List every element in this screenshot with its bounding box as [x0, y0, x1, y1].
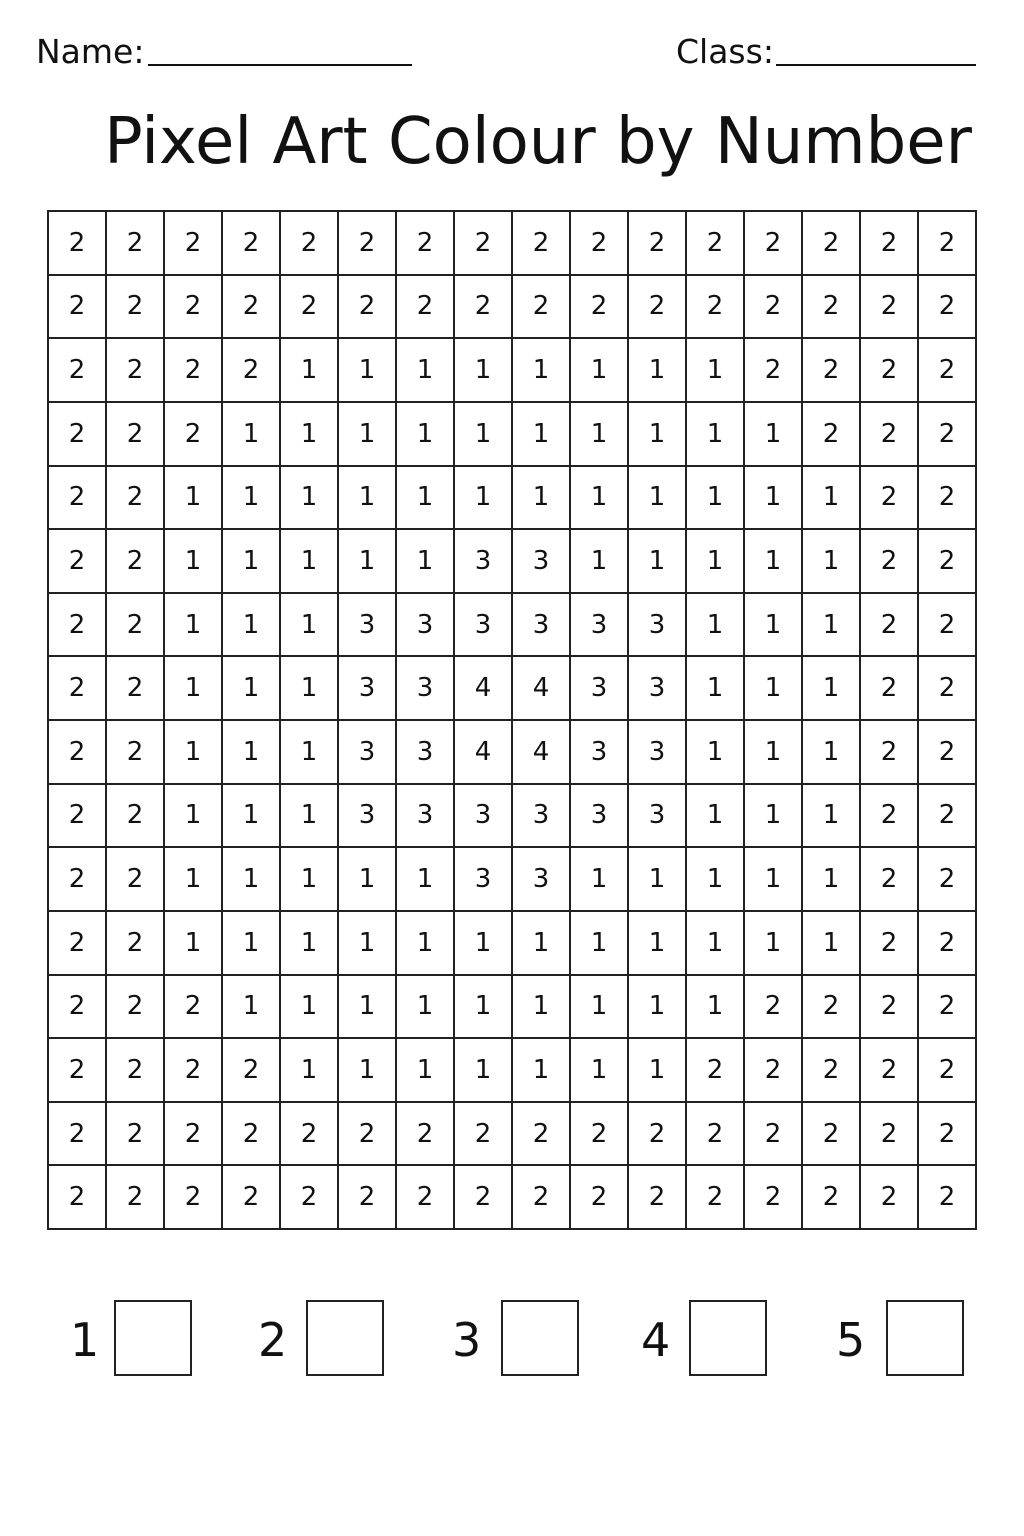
grid-cell[interactable]: 1	[629, 1039, 687, 1103]
grid-cell[interactable]: 2	[513, 1103, 571, 1167]
grid-cell[interactable]: 2	[861, 1103, 919, 1167]
grid-cell[interactable]: 1	[223, 848, 281, 912]
grid-cell[interactable]: 2	[861, 912, 919, 976]
grid-cell[interactable]: 2	[687, 276, 745, 340]
grid-cell[interactable]: 1	[223, 721, 281, 785]
grid-cell[interactable]: 2	[397, 1166, 455, 1230]
grid-cell[interactable]: 2	[49, 657, 107, 721]
grid-cell[interactable]: 1	[223, 912, 281, 976]
grid-cell[interactable]: 1	[223, 594, 281, 658]
grid-cell[interactable]: 1	[745, 403, 803, 467]
grid-cell[interactable]: 1	[745, 785, 803, 849]
grid-cell[interactable]: 2	[513, 276, 571, 340]
grid-cell[interactable]: 2	[571, 1166, 629, 1230]
grid-cell[interactable]: 2	[919, 976, 977, 1040]
grid-cell[interactable]: 2	[107, 403, 165, 467]
grid-cell[interactable]: 2	[107, 339, 165, 403]
grid-cell[interactable]: 2	[571, 212, 629, 276]
grid-cell[interactable]: 3	[513, 848, 571, 912]
grid-cell[interactable]: 2	[165, 1103, 223, 1167]
grid-cell[interactable]: 2	[49, 339, 107, 403]
grid-cell[interactable]: 4	[513, 657, 571, 721]
grid-cell[interactable]: 3	[513, 530, 571, 594]
grid-cell[interactable]: 1	[339, 848, 397, 912]
grid-cell[interactable]: 2	[223, 1039, 281, 1103]
grid-cell[interactable]: 2	[455, 276, 513, 340]
grid-cell[interactable]: 1	[745, 467, 803, 531]
grid-cell[interactable]: 1	[687, 403, 745, 467]
grid-cell[interactable]: 1	[745, 721, 803, 785]
grid-cell[interactable]: 1	[339, 339, 397, 403]
grid-cell[interactable]: 3	[397, 657, 455, 721]
grid-cell[interactable]: 2	[919, 1103, 977, 1167]
grid-cell[interactable]: 3	[455, 848, 513, 912]
grid-cell[interactable]: 1	[571, 467, 629, 531]
grid-cell[interactable]: 3	[513, 594, 571, 658]
grid-cell[interactable]: 2	[629, 1103, 687, 1167]
grid-cell[interactable]: 3	[339, 721, 397, 785]
grid-cell[interactable]: 3	[397, 594, 455, 658]
grid-cell[interactable]: 1	[281, 976, 339, 1040]
grid-cell[interactable]: 1	[629, 530, 687, 594]
grid-cell[interactable]: 1	[803, 594, 861, 658]
grid-cell[interactable]: 1	[397, 1039, 455, 1103]
grid-cell[interactable]: 3	[455, 785, 513, 849]
grid-cell[interactable]: 1	[687, 848, 745, 912]
grid-cell[interactable]: 1	[571, 976, 629, 1040]
grid-cell[interactable]: 2	[861, 848, 919, 912]
grid-cell[interactable]: 2	[165, 339, 223, 403]
grid-cell[interactable]: 3	[629, 657, 687, 721]
grid-cell[interactable]: 2	[107, 212, 165, 276]
grid-cell[interactable]: 2	[745, 276, 803, 340]
grid-cell[interactable]: 2	[919, 212, 977, 276]
grid-cell[interactable]: 1	[687, 339, 745, 403]
grid-cell[interactable]: 2	[49, 403, 107, 467]
grid-cell[interactable]: 2	[803, 339, 861, 403]
grid-cell[interactable]: 1	[455, 1039, 513, 1103]
grid-cell[interactable]: 2	[49, 1039, 107, 1103]
grid-cell[interactable]: 3	[629, 785, 687, 849]
grid-cell[interactable]: 2	[107, 1103, 165, 1167]
grid-cell[interactable]: 1	[803, 657, 861, 721]
grid-cell[interactable]: 1	[571, 339, 629, 403]
grid-cell[interactable]: 3	[455, 594, 513, 658]
grid-cell[interactable]: 1	[281, 339, 339, 403]
grid-cell[interactable]: 2	[861, 339, 919, 403]
key-number-5: 5	[836, 1313, 866, 1367]
grid-cell[interactable]: 1	[223, 403, 281, 467]
grid-cell[interactable]: 1	[339, 403, 397, 467]
grid-cell[interactable]: 2	[919, 276, 977, 340]
key-colour-box-2[interactable]	[306, 1300, 384, 1376]
grid-cell[interactable]: 1	[687, 594, 745, 658]
grid-cell[interactable]: 2	[281, 212, 339, 276]
grid-cell[interactable]: 1	[281, 912, 339, 976]
grid-cell[interactable]: 2	[861, 212, 919, 276]
grid-cell[interactable]: 2	[919, 785, 977, 849]
grid-cell[interactable]: 2	[919, 912, 977, 976]
grid-cell[interactable]: 2	[223, 212, 281, 276]
grid-cell[interactable]: 1	[339, 1039, 397, 1103]
grid-cell[interactable]: 1	[745, 848, 803, 912]
grid-cell[interactable]: 1	[687, 721, 745, 785]
grid-cell[interactable]: 2	[919, 339, 977, 403]
grid-cell[interactable]: 2	[803, 1166, 861, 1230]
grid-cell[interactable]: 1	[803, 912, 861, 976]
grid-cell[interactable]: 2	[165, 212, 223, 276]
grid-cell[interactable]: 2	[397, 276, 455, 340]
grid-cell[interactable]: 1	[571, 1039, 629, 1103]
grid-cell[interactable]: 2	[687, 1103, 745, 1167]
grid-cell[interactable]: 2	[745, 976, 803, 1040]
grid-cell[interactable]: 2	[861, 530, 919, 594]
grid-cell[interactable]: 3	[397, 785, 455, 849]
grid-cell[interactable]: 2	[571, 1103, 629, 1167]
grid-cell[interactable]: 1	[281, 1039, 339, 1103]
grid-cell[interactable]: 1	[223, 785, 281, 849]
grid-cell[interactable]: 2	[49, 848, 107, 912]
grid-cell[interactable]: 1	[339, 530, 397, 594]
grid-cell[interactable]: 1	[339, 467, 397, 531]
grid-cell[interactable]: 3	[571, 657, 629, 721]
grid-cell[interactable]: 1	[455, 339, 513, 403]
grid-cell[interactable]: 2	[455, 1166, 513, 1230]
class-label: Class:	[676, 32, 774, 71]
grid-cell[interactable]: 1	[397, 976, 455, 1040]
grid-cell[interactable]: 2	[49, 785, 107, 849]
grid-cell[interactable]: 2	[919, 1039, 977, 1103]
grid-cell[interactable]: 2	[629, 212, 687, 276]
grid-cell[interactable]: 2	[861, 657, 919, 721]
grid-cell[interactable]: 1	[281, 721, 339, 785]
grid-cell[interactable]: 1	[513, 403, 571, 467]
grid-cell[interactable]: 2	[687, 1166, 745, 1230]
grid-cell[interactable]: 1	[803, 721, 861, 785]
key-colour-box-5[interactable]	[886, 1300, 964, 1376]
grid-cell[interactable]: 2	[107, 467, 165, 531]
grid-cell[interactable]: 2	[745, 1103, 803, 1167]
grid-cell[interactable]: 3	[339, 785, 397, 849]
grid-cell[interactable]: 2	[919, 848, 977, 912]
grid-cell[interactable]: 2	[107, 530, 165, 594]
grid-cell[interactable]: 2	[107, 1039, 165, 1103]
grid-cell[interactable]: 2	[687, 212, 745, 276]
grid-cell[interactable]: 1	[223, 530, 281, 594]
grid-cell[interactable]: 2	[861, 594, 919, 658]
grid-cell[interactable]: 1	[513, 467, 571, 531]
grid-cell[interactable]: 1	[571, 848, 629, 912]
grid-cell[interactable]: 2	[513, 1166, 571, 1230]
grid-cell[interactable]: 1	[455, 467, 513, 531]
grid-cell[interactable]: 1	[165, 657, 223, 721]
grid-cell[interactable]: 1	[165, 467, 223, 531]
grid-cell[interactable]: 2	[223, 1166, 281, 1230]
key-number-2: 2	[258, 1313, 288, 1367]
grid-cell[interactable]: 2	[223, 1103, 281, 1167]
grid-cell[interactable]: 1	[803, 848, 861, 912]
grid-cell[interactable]: 4	[513, 721, 571, 785]
grid-cell[interactable]: 1	[803, 467, 861, 531]
grid-cell[interactable]: 2	[107, 848, 165, 912]
page-title: Pixel Art Colour by Number	[104, 105, 972, 179]
grid-cell[interactable]: 2	[107, 785, 165, 849]
grid-cell[interactable]: 1	[687, 976, 745, 1040]
grid-cell[interactable]: 1	[397, 467, 455, 531]
grid-cell[interactable]: 3	[339, 594, 397, 658]
grid-cell[interactable]: 1	[397, 912, 455, 976]
grid-cell[interactable]: 2	[919, 1166, 977, 1230]
grid-cell[interactable]: 1	[165, 721, 223, 785]
grid-cell[interactable]: 1	[745, 657, 803, 721]
grid-cell[interactable]: 2	[281, 1166, 339, 1230]
name-label: Name:	[36, 32, 145, 71]
grid-cell[interactable]: 4	[455, 657, 513, 721]
grid-cell[interactable]: 4	[455, 721, 513, 785]
grid-cell[interactable]: 2	[745, 339, 803, 403]
grid-cell[interactable]: 2	[49, 594, 107, 658]
grid-cell[interactable]: 2	[49, 721, 107, 785]
grid-cell[interactable]: 1	[165, 594, 223, 658]
grid-cell[interactable]: 1	[687, 912, 745, 976]
grid-cell[interactable]: 1	[223, 467, 281, 531]
grid-cell[interactable]: 2	[223, 276, 281, 340]
grid-cell[interactable]: 1	[165, 785, 223, 849]
grid-cell[interactable]: 2	[107, 721, 165, 785]
colour-grid	[47, 210, 977, 1230]
grid-cell[interactable]: 2	[919, 530, 977, 594]
grid-cell[interactable]: 2	[861, 403, 919, 467]
grid-cell[interactable]: 1	[455, 403, 513, 467]
grid-cell[interactable]: 2	[861, 276, 919, 340]
grid-cell[interactable]: 2	[919, 721, 977, 785]
grid-cell[interactable]: 2	[861, 785, 919, 849]
grid-cell[interactable]: 3	[571, 594, 629, 658]
grid-cell[interactable]: 1	[513, 976, 571, 1040]
grid-cell[interactable]: 1	[513, 1039, 571, 1103]
grid-cell[interactable]: 1	[281, 403, 339, 467]
grid-cell[interactable]: 1	[745, 594, 803, 658]
grid-cell[interactable]: 2	[49, 1103, 107, 1167]
grid-cell[interactable]: 2	[339, 212, 397, 276]
grid-cell[interactable]: 2	[861, 467, 919, 531]
grid-cell[interactable]: 2	[165, 403, 223, 467]
grid-cell[interactable]: 2	[919, 403, 977, 467]
grid-cell[interactable]: 1	[513, 912, 571, 976]
grid-cell[interactable]: 2	[803, 1039, 861, 1103]
grid-cell[interactable]: 3	[397, 721, 455, 785]
grid-cell[interactable]: 2	[49, 467, 107, 531]
grid-cell[interactable]: 1	[571, 912, 629, 976]
grid-cell[interactable]: 1	[629, 848, 687, 912]
grid-cell[interactable]: 2	[223, 339, 281, 403]
key-number-1: 1	[70, 1313, 100, 1367]
grid-cell[interactable]: 1	[281, 657, 339, 721]
name-field[interactable]	[148, 64, 412, 66]
grid-cell[interactable]: 1	[165, 848, 223, 912]
grid-cell[interactable]: 2	[803, 212, 861, 276]
grid-cell[interactable]: 3	[571, 721, 629, 785]
grid-cell[interactable]: 2	[629, 276, 687, 340]
grid-cell[interactable]: 1	[687, 785, 745, 849]
key-colour-box-1[interactable]	[114, 1300, 192, 1376]
grid-cell[interactable]: 1	[165, 912, 223, 976]
grid-cell[interactable]: 3	[455, 530, 513, 594]
grid-cell[interactable]: 2	[49, 912, 107, 976]
grid-cell[interactable]: 1	[687, 467, 745, 531]
grid-cell[interactable]: 2	[803, 276, 861, 340]
grid-cell[interactable]: 1	[629, 976, 687, 1040]
grid-cell[interactable]: 2	[513, 212, 571, 276]
grid-cell[interactable]: 2	[281, 276, 339, 340]
grid-cell[interactable]: 1	[165, 530, 223, 594]
grid-cell[interactable]: 1	[223, 976, 281, 1040]
grid-cell[interactable]: 1	[455, 976, 513, 1040]
grid-cell[interactable]: 1	[223, 657, 281, 721]
grid-cell[interactable]: 2	[165, 1039, 223, 1103]
key-colour-box-4[interactable]	[689, 1300, 767, 1376]
key-colour-box-3[interactable]	[501, 1300, 579, 1376]
grid-cell[interactable]: 1	[281, 785, 339, 849]
grid-cell[interactable]: 2	[861, 721, 919, 785]
grid-cell[interactable]: 1	[281, 530, 339, 594]
grid-cell[interactable]: 2	[455, 212, 513, 276]
grid-cell[interactable]: 1	[513, 339, 571, 403]
grid-cell[interactable]: 1	[455, 912, 513, 976]
grid-cell[interactable]: 2	[629, 1166, 687, 1230]
grid-cell[interactable]: 2	[107, 657, 165, 721]
class-field[interactable]	[776, 64, 976, 66]
grid-cell[interactable]: 2	[803, 403, 861, 467]
grid-cell[interactable]: 1	[803, 785, 861, 849]
grid-cell[interactable]: 1	[339, 976, 397, 1040]
grid-cell[interactable]: 3	[339, 657, 397, 721]
grid-cell[interactable]: 1	[397, 848, 455, 912]
grid-cell[interactable]: 2	[745, 212, 803, 276]
grid-cell[interactable]: 2	[165, 276, 223, 340]
grid-cell[interactable]: 1	[629, 467, 687, 531]
grid-cell[interactable]: 2	[339, 1166, 397, 1230]
grid-cell[interactable]: 2	[165, 1166, 223, 1230]
grid-cell[interactable]: 2	[339, 1103, 397, 1167]
grid-cell[interactable]: 2	[107, 276, 165, 340]
grid-cell[interactable]: 2	[745, 1166, 803, 1230]
grid-cell[interactable]: 1	[397, 339, 455, 403]
grid-cell[interactable]: 2	[861, 1039, 919, 1103]
grid-cell[interactable]: 2	[281, 1103, 339, 1167]
grid-cell[interactable]: 1	[281, 848, 339, 912]
grid-cell[interactable]: 2	[803, 1103, 861, 1167]
grid-cell[interactable]: 1	[745, 912, 803, 976]
grid-cell[interactable]: 1	[687, 530, 745, 594]
grid-cell[interactable]: 3	[629, 721, 687, 785]
grid-cell[interactable]: 1	[281, 467, 339, 531]
grid-cell[interactable]: 1	[339, 912, 397, 976]
grid-cell[interactable]: 1	[629, 912, 687, 976]
grid-cell[interactable]: 1	[629, 339, 687, 403]
key-number-4: 4	[641, 1313, 671, 1367]
grid-cell[interactable]: 3	[571, 785, 629, 849]
grid-cell[interactable]: 2	[339, 276, 397, 340]
grid-cell[interactable]: 2	[455, 1103, 513, 1167]
grid-cell[interactable]: 2	[49, 1166, 107, 1230]
grid-cell[interactable]: 2	[49, 530, 107, 594]
grid-cell[interactable]: 2	[49, 276, 107, 340]
grid-cell[interactable]: 1	[397, 530, 455, 594]
grid-cell[interactable]: 2	[919, 657, 977, 721]
grid-cell[interactable]: 2	[919, 594, 977, 658]
grid-cell[interactable]: 2	[919, 467, 977, 531]
key-number-3: 3	[452, 1313, 482, 1367]
grid-cell[interactable]: 2	[107, 1166, 165, 1230]
grid-cell[interactable]: 3	[629, 594, 687, 658]
grid-cell[interactable]: 2	[861, 976, 919, 1040]
grid-cell[interactable]: 2	[397, 1103, 455, 1167]
grid-cell[interactable]: 2	[861, 1166, 919, 1230]
grid-cell[interactable]: 2	[107, 976, 165, 1040]
grid-cell[interactable]: 2	[49, 976, 107, 1040]
grid-cell[interactable]: 2	[687, 1039, 745, 1103]
grid-cell[interactable]: 1	[687, 657, 745, 721]
grid-cell[interactable]: 2	[397, 212, 455, 276]
grid-cell[interactable]: 1	[281, 594, 339, 658]
grid-cell[interactable]: 2	[165, 976, 223, 1040]
grid-cell[interactable]: 1	[571, 403, 629, 467]
grid-cell[interactable]: 2	[49, 212, 107, 276]
grid-cell[interactable]: 2	[803, 976, 861, 1040]
grid-cell[interactable]: 1	[571, 530, 629, 594]
grid-cell[interactable]: 3	[513, 785, 571, 849]
grid-cell[interactable]: 1	[745, 530, 803, 594]
grid-cell[interactable]: 2	[107, 912, 165, 976]
grid-cell[interactable]: 1	[803, 530, 861, 594]
grid-cell[interactable]: 2	[107, 594, 165, 658]
grid-cell[interactable]: 2	[745, 1039, 803, 1103]
grid-cell[interactable]: 1	[397, 403, 455, 467]
grid-cell[interactable]: 2	[571, 276, 629, 340]
grid-cell[interactable]: 1	[629, 403, 687, 467]
